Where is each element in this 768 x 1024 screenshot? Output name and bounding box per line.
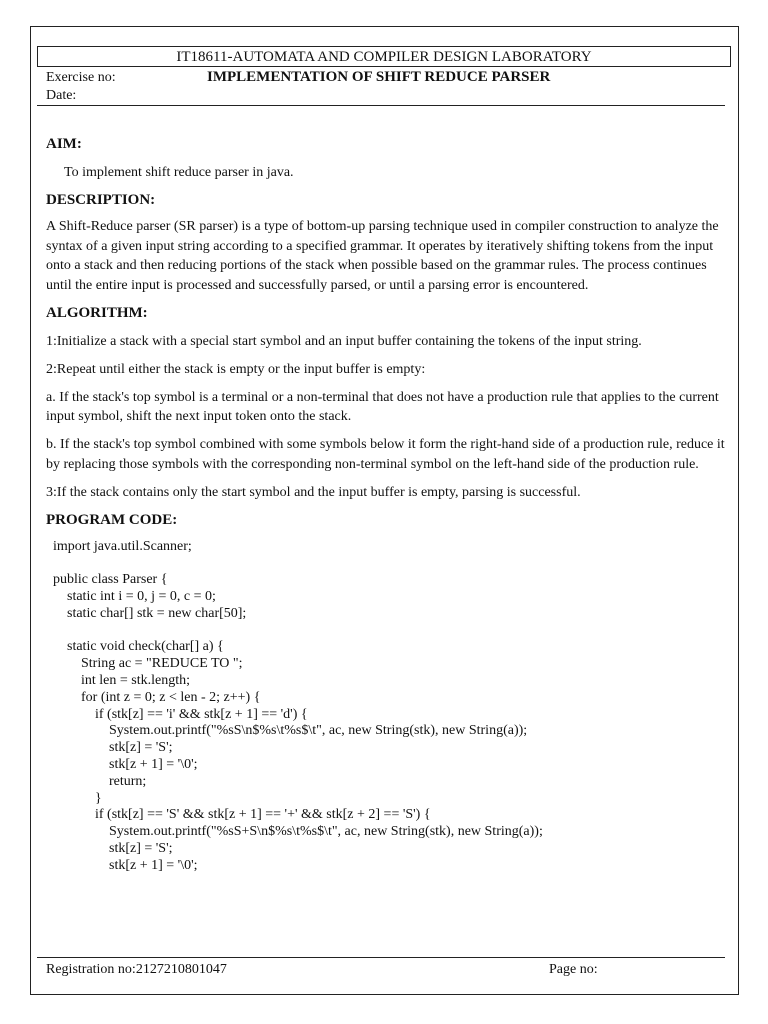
date-label: Date: (46, 88, 77, 103)
code-line: static char[] stk = new char[50]; (46, 605, 247, 621)
code-line: for (int z = 0; z < len - 2; z++) { (46, 689, 261, 705)
code-line: stk[z] = 'S'; (46, 840, 173, 856)
code-line: if (stk[z] == 'S' && stk[z + 1] == '+' && stk[z + 2] == 'S') { (46, 807, 431, 823)
code-line: int len = stk.length; (46, 672, 190, 688)
code-line: } (46, 790, 102, 806)
code-line: static void check(char[] a) { (46, 639, 224, 655)
aim-text: To implement shift reduce parser in java. (64, 165, 294, 180)
algorithm-step: a. If the stack's top symbol is a terminal or a non-terminal that does not have a production rule that applies to the current input symbol, shift the next input token onto the stack. (46, 389, 719, 425)
algorithm-step: 3:If the stack contains only the start symbol and the input buffer is empty, parsing is successful. (46, 484, 581, 500)
header-divider (37, 105, 725, 106)
code-line: public class Parser { (46, 572, 168, 588)
code-line: stk[z + 1] = '\0'; (46, 857, 198, 873)
code-line: System.out.printf("%sS\n$%s\t%s$\t", ac, new String(stk), new String(a)); (46, 723, 528, 739)
algorithm-step: 1:Initialize a stack with a special start symbol and an input buffer containing the tokens of the input string. (46, 333, 642, 349)
exercise-title: IMPLEMENTATION OF SHIFT REDUCE PARSER (207, 69, 551, 85)
algorithm-step: b. If the stack's top symbol combined with some symbols below it form the right-hand side of a production rule, reduce it by replacing those symbols with the corresponding non-terminal symbol on the left-hand side of the production rule. (46, 437, 725, 472)
document-body (46, 135, 726, 875)
code-line: System.out.printf("%sS+S\n$%s\t%s$\t", ac, new String(stk), new String(a)); (46, 824, 543, 840)
program-code (46, 539, 726, 875)
description-heading: DESCRIPTION: (46, 191, 156, 208)
code-line: stk[z] = 'S'; (46, 740, 173, 756)
registration-number: Registration no:2127210801047 (46, 962, 227, 977)
code-line: static int i = 0, j = 0, c = 0; (46, 588, 216, 604)
algorithm-step: 2:Repeat until either the stack is empty or the input buffer is empty: (46, 361, 426, 377)
page-number-label: Page no: (549, 962, 598, 977)
program-heading: PROGRAM CODE: (46, 511, 178, 528)
course-title: IT18611-AUTOMATA AND COMPILER DESIGN LABORATORY (176, 49, 592, 65)
code-line (46, 555, 726, 572)
aim-heading: AIM: (46, 136, 82, 152)
exercise-label: Exercise no: (46, 70, 116, 85)
description-text: A Shift-Reduce parser (SR parser) is a type of bottom-up parsing technique used in compiler construction to analyze the syntax of a given input string according to a specified grammar. It operates by iteratively shifting tokens from the input onto a stack and then reducing portions of the stack when possible based on the grammar rules. The process continues until the entire input is processed and successfully parsed, or until a parsing error is encountered. (46, 218, 719, 294)
code-line: if (stk[z] == 'i' && stk[z + 1] == 'd') { (46, 706, 308, 722)
code-line: return; (46, 773, 147, 789)
footer-divider (37, 957, 725, 958)
code-line: String ac = "REDUCE TO "; (46, 656, 243, 672)
code-line: import java.util.Scanner; (46, 538, 192, 554)
code-line: stk[z + 1] = '\0'; (46, 756, 198, 772)
code-line (46, 623, 726, 640)
algorithm-heading: ALGORITHM: (46, 304, 148, 321)
